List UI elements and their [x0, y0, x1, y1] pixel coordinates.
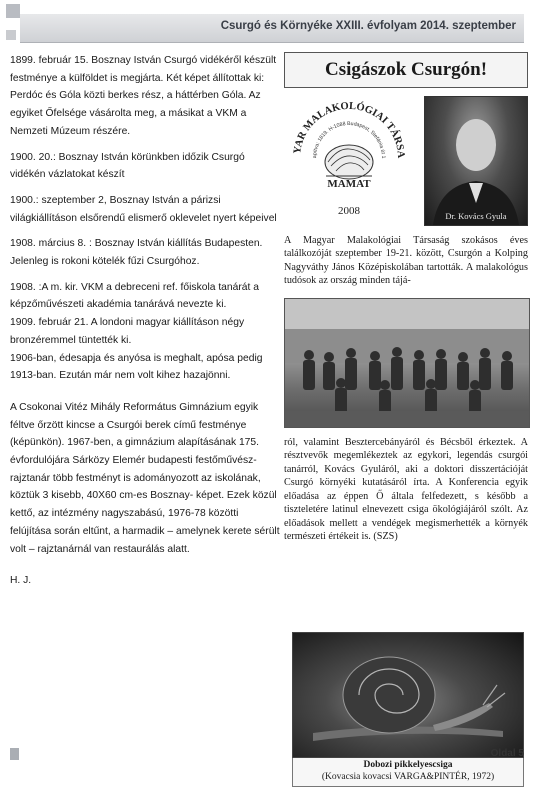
left-paragraph: 1908. :A m. kir. VKM a debreceni ref. főiskola tanárát a képzőművészeti akadémia tanárává nevezte ki. — [10, 281, 259, 311]
snail-caption-title: Dobozi pikkelyescsiga — [363, 760, 453, 770]
portrait-caption: Dr. Kovács Gyula — [445, 211, 507, 221]
society-logo — [286, 92, 412, 222]
footer-decoration — [10, 748, 19, 760]
logo-center-text: MAMAT — [327, 178, 371, 190]
snail-caption-species: (Kovacsia kovacsi VARGA&PINTÉR, 1972) — [321, 771, 495, 782]
corner-decoration — [6, 4, 20, 18]
left-paragraph: 1900.: szeptember 2, Bosznay István a párizsi világkiállításon elsőrendű elismerő oklevelet nyert képeivel — [10, 194, 277, 224]
left-paragraph: 1909. február 21. A londoni magyar kiállításon négy bronzéremmel tüntették ki. — [10, 317, 245, 346]
snail-photo — [292, 632, 524, 758]
left-paragraph: 1899. február 15. Bosznay István Csurgó vidékéről készült festménye a külföldet is megjárta. Két képet állítottak ki: Perdóc és Góla közti berkes rész, a háttérben Góla. Az egyiket Őfelsége vásárolta meg, a másikat a VKM a Nemzeti Múzeum részére. — [10, 55, 277, 137]
logo-inner-text: apítva: 1819. H-1088 Budapest, Stefánia út 1 — [311, 120, 387, 159]
signature: H. J. — [10, 575, 32, 587]
corner-decoration — [6, 30, 16, 40]
logo-ring-text: YAR MALAKOLÓGIAI TÁRSA — [292, 100, 407, 159]
article-paragraph: ról, valamint Besztercebányáról és Bécsből érkeztek. A résztvevők megemlékeztek az egykori, legendás csurgói tanárról, Kovács Gyuláról, aki a doktori disszertációját Csurgó környéki kutatásáról írta. A Konferencia egyik előadása az éppen Ő általa felfedezett, s később a tiszteletére latinul elnevezett csiga ökológiájáról szólt. Az előadások mellett a vendégek megismerhették a környék természeti értékeit is. (SZS) — [284, 437, 528, 543]
left-paragraph: 1906-ban, édesapja és anyósa is meghalt, apósa pedig 1913-ban. Ezután már nem volt kihez hazajönni. — [10, 352, 263, 382]
left-column — [10, 52, 280, 712]
portrait-photo — [424, 96, 528, 226]
snail-shell-icon — [325, 145, 373, 179]
left-paragraph: A Csokonai Vitéz Mihály Református Gimnázium egyik féltve őrzött kincse a Csurgói berek című festménye (képünkön). 1967-ben, a gimnázium alapításának 175. évfordulójára Sárközy Elemér budapesti festőművész- rajztanár több festményt is adományozott az iskolának, köztük 3 kisebb, 40X60 cm-es Bosznay- képet. Ezek közül kettő, az intézmény nagyszabású, 1976-78 közötti felújítása során eltűnt, a harmadik – amelynek kerete sérült volt – rajztanárnál van restaurálás alatt. — [10, 401, 280, 555]
group-photo — [284, 298, 530, 428]
page-number: Oldal 5 — [490, 748, 524, 759]
header-title: Csurgó és Környéke XXIII. évfolyam 2014. szeptember — [220, 20, 516, 32]
snail-caption — [292, 758, 524, 787]
header-bar — [20, 14, 524, 43]
left-paragraph: 1900. 20.: Bosznay István körünkben időzik Csurgó vidékén vázlatokat készít — [10, 151, 245, 181]
group-figures — [285, 299, 529, 427]
article-title: Csigászok Csurgón! — [284, 52, 528, 88]
left-paragraph: 1908. március 8. : Bosznay István kiállítás Budapesten. Jelenleg is rokoni kötelék fűzi Csurgóhoz. — [10, 238, 263, 268]
snail-figure — [293, 633, 523, 757]
society-logo-graphic — [286, 92, 412, 222]
article-paragraph: A Magyar Malakológiai Társaság szokásos éves találkozóját szeptember 19-21. között, Csurgón a Kolping Nagyváthy János Középiskolában tartották. A malakológus tudósok az ország minden tájá- — [284, 235, 528, 287]
logo-year: 2008 — [338, 205, 360, 217]
portrait-figure — [425, 97, 527, 225]
